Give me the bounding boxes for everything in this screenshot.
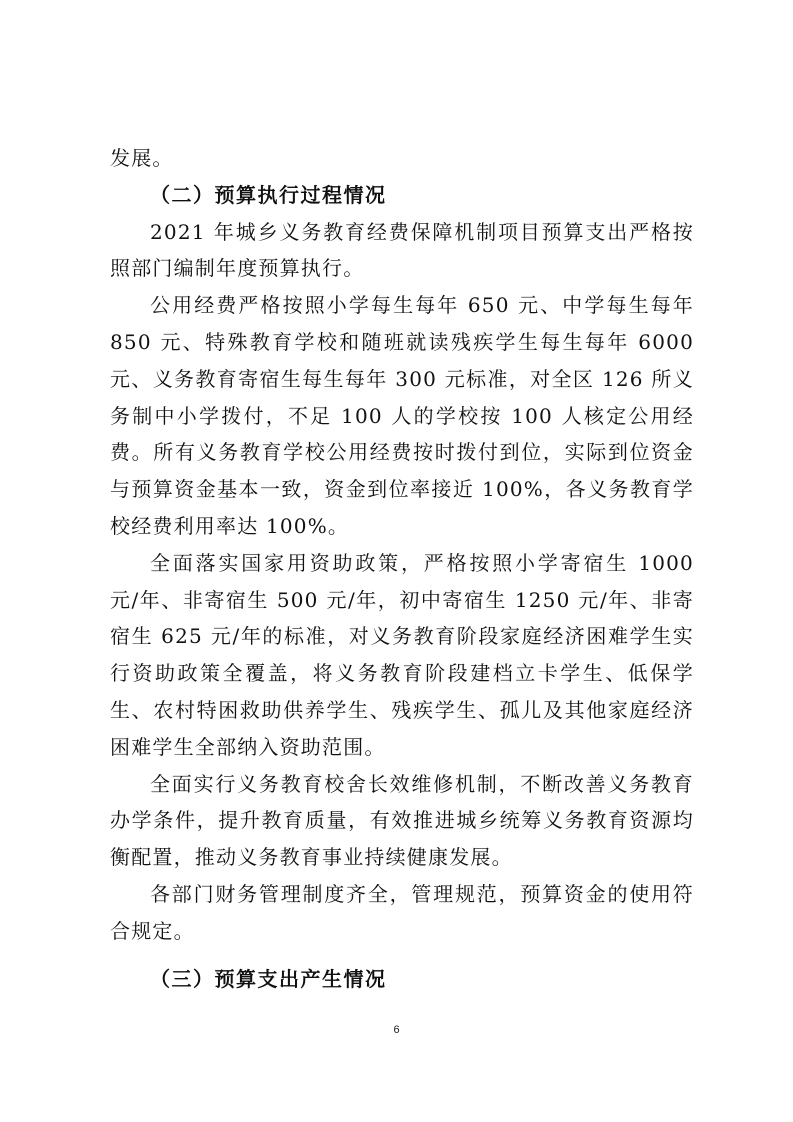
paragraph-financial-management: 各部门财务管理制度齐全，管理规范，预算资金的使用符合规定。: [110, 881, 694, 943]
section-heading-3: （三）预算支出产生情况: [150, 966, 387, 991]
page-number: 6: [393, 1024, 400, 1036]
section-heading-2: （二）预算执行过程情况: [150, 182, 387, 207]
paragraph-public-funds: 公用经费严格按照小学每生每年 650 元、中学每生每年 850 元、特殊教育学校和随班就读残疾学生每生每年 6000 元、义务教育寄宿生每生每年 300 元标准，对全区 126 所义务制中小学拨付，不足 100 人的学校按 100 人核定公用经费。所有义务教育学校公用经费按时拨付到位，实际到位资金与预算资金基本一致，资金到位率接近 100%，各义务教育学校经费利用率达 100%。: [110, 293, 694, 538]
paragraph-maintenance: 全面实行义务教育校舍长效维修机制，不断改善义务教育办学条件，提升教育质量，有效推进城乡统筹义务教育资源均衡配置，推动义务教育事业持续健康发展。: [110, 771, 694, 870]
paragraph-student-aid: 全面落实国家用资助政策，严格按照小学寄宿生 1000 元/年、非寄宿生 500 元/年，初中寄宿生 1250 元/年、非寄宿生 625 元/年的标准，对义务教育阶段家庭经济困难学生实行资助政策全覆盖，将义务教育阶段建档立卡学生、低保学生、农村特困救助供养学生、残疾学生、孤儿及其他家庭经济困难学生全部纳入资助范围。: [110, 550, 694, 759]
paragraph-budget-execution: 2021 年城乡义务教育经费保障机制项目预算支出严格按照部门编制年度预算执行。: [110, 219, 694, 281]
continuation-text: 发展。: [110, 146, 174, 170]
document-body: [110, 140, 694, 997]
